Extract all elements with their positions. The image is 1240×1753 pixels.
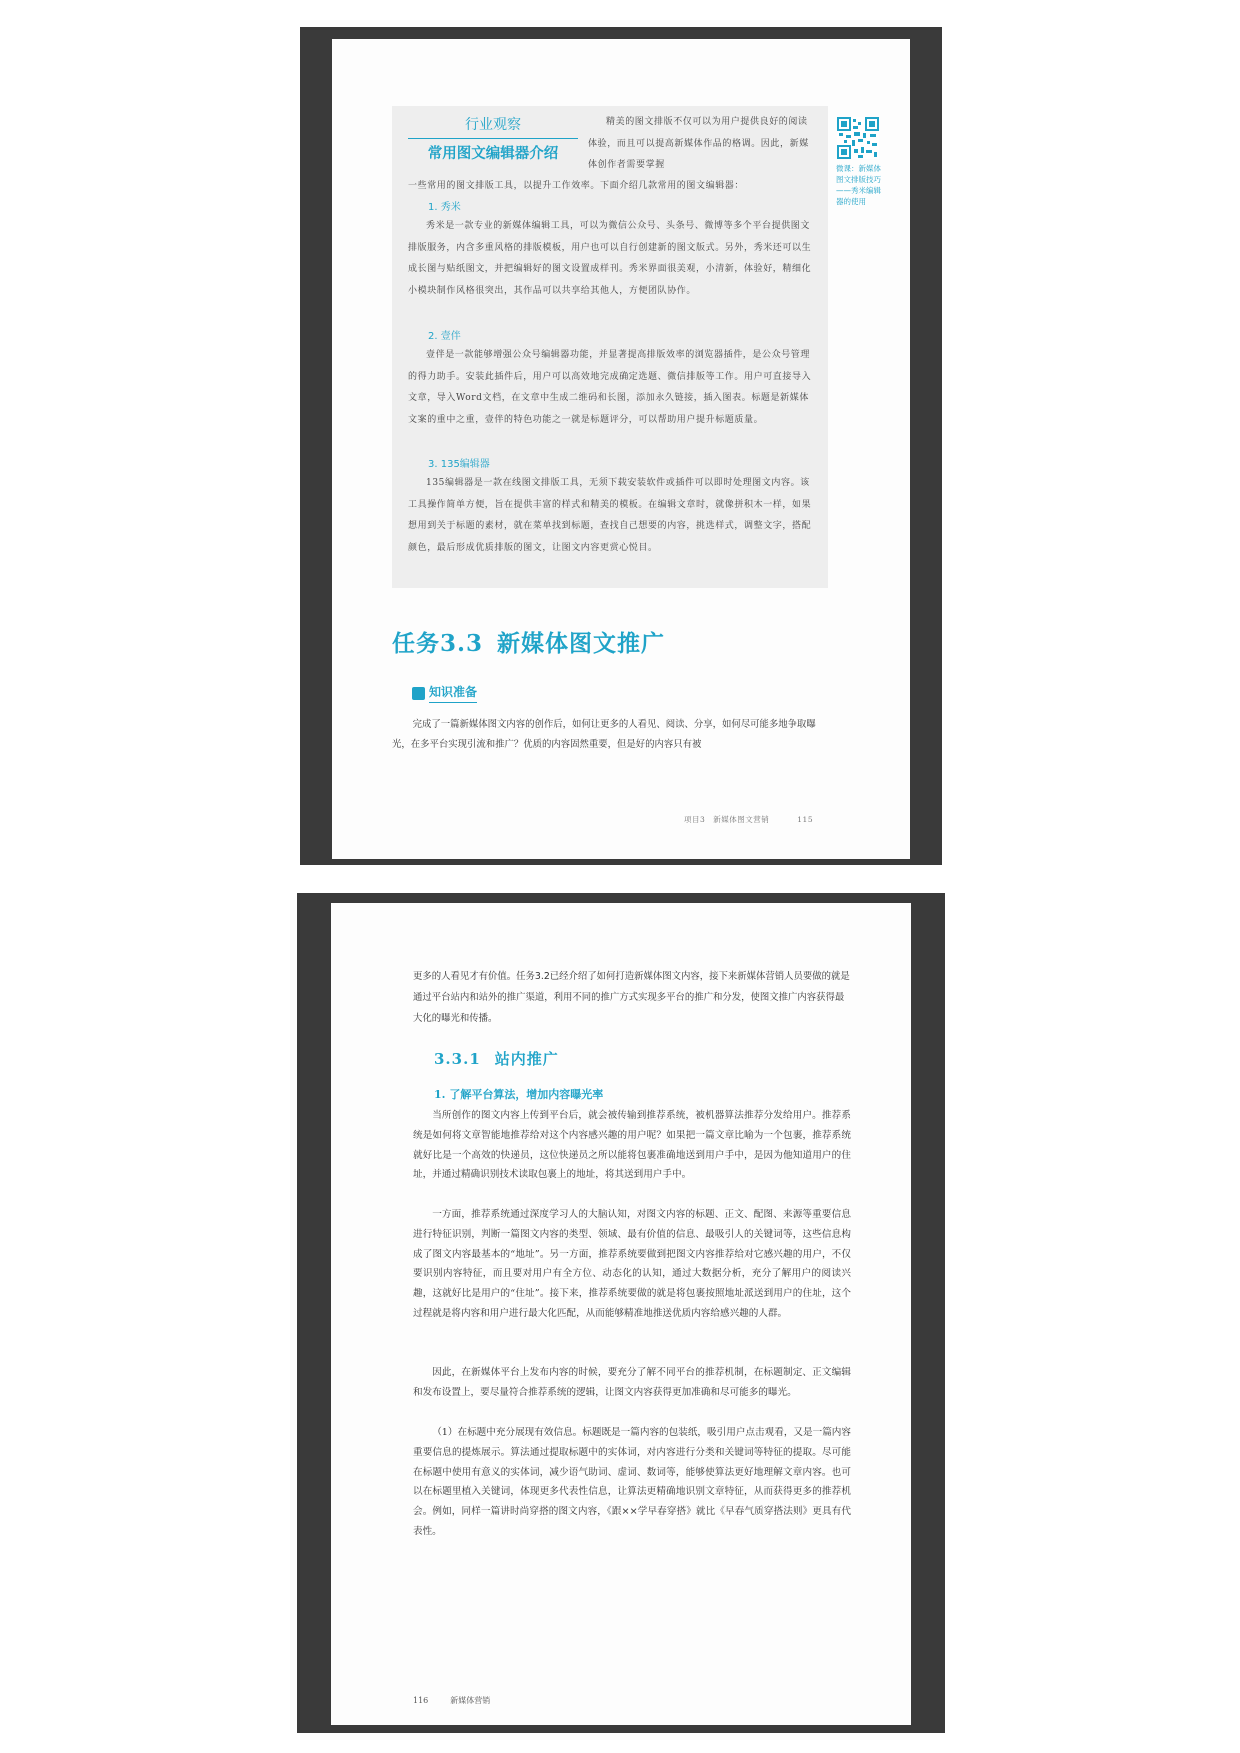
box-heading: 行业观察 <box>408 114 578 139</box>
knowledge-prep-text: 知识准备 <box>429 683 477 703</box>
section-number: 3.3.1 <box>434 1050 481 1068</box>
page1-footer-text: 项目3 新媒体图文营销 <box>684 815 770 824</box>
subheading-platform-algorithm: 1. 了解平台算法，增加内容曝光率 <box>434 1088 604 1101</box>
knowledge-prep-label <box>412 683 477 703</box>
box-paragraph-yiban: 壹伴是一款能够增强公众号编辑器功能，并显著提高排版效率的浏览器插件，是公众号管理的得力助手。安装此插件后，用户可以高效地完成确定选题、微信排版等工作。用户可直接导入文章，导入Word文档，在文章中生成二维码和长图，添加永久链接，插入图表。标题是新媒体文案的重中之重，壹伴的特色功能之一就是标题评分，可以帮助用户提升标题质量。 <box>408 350 812 425</box>
box-paragraph-135: 135编辑器是一款在线图文排版工具，无须下载安装软件或插件可以即时处理图文内容。该工具操作简单方便，旨在提供丰富的样式和精美的模板。在编辑文章时，就像拼积木一样，如果想用到关于标题的素材，就在菜单找到标题，查找自己想要的内容，挑选样式，调整文字，搭配颜色，最后形成优质排版的图文，让图文内容更赏心悦目。 <box>408 478 812 553</box>
page1-footer <box>684 814 813 825</box>
box-intro-bottom: 一些常用的图文排版工具，以提升工作效率。下面介绍几款常用的图文编辑器： <box>408 181 745 191</box>
page-number-116: 116 <box>413 1696 429 1705</box>
box-intro-right: 精美的图文排版不仅可以为用户提供良好的阅读体验，而且可以提高新媒体作品的格调。因此，新媒体创作者需要掌握 <box>588 117 809 170</box>
paragraph-title-info: （1）在标题中充分展现有效信息。标题既是一篇内容的包装纸，吸引用户点击观看，又是一篇内容重要信息的提炼展示。算法通过提取标题中的实体词，对内容进行分类和关键词等特征的提取。尽可能在标题中使用有意义的实体词，减少语气助词、虚词、数词等，能够使算法更好地理解文章内容。也可以在标题里植入关键词，体现更多代表性信息，让算法更精确地识别文章特征，从而获得更多的推荐机会。例如，同样一篇讲时尚穿搭的图文内容，《跟××学早春穿搭》就比《早春气质穿搭法则》更具有代表性。 <box>413 1427 851 1537</box>
micro-lesson-note: 微课：新媒体图文排版技巧——秀米编辑器的使用 <box>836 164 881 206</box>
box-subheading-xiumi: 1. 秀米 <box>428 202 461 213</box>
box-title: 常用图文编辑器介绍 <box>427 146 559 162</box>
section-title: 站内推广 <box>494 1050 559 1068</box>
page-number-115: 115 <box>797 815 814 824</box>
page-116 <box>331 903 911 1725</box>
page-115 <box>332 39 910 859</box>
task-number: 任务3.3 <box>392 630 484 657</box>
section-heading <box>434 1048 559 1069</box>
paragraph-recommendation-system: 当所创作的图文内容上传到平台后，就会被传输到推荐系统，被机器算法推荐分发给用户。推荐系统是如何将文章智能地推荐给对这个内容感兴趣的用户呢？如果把一篇文章比喻为一个包裹，推荐系统就好比是一个高效的快递员，这位快递员之所以能将包裹准确地送到用户手中，是因为他知道用户的住址，并通过精确识别技术读取包裹上的地址，将其送到用户手中。 <box>413 1110 851 1181</box>
page-scan-2 <box>297 893 945 1733</box>
page2-footer <box>413 1695 490 1706</box>
page2-intro-paragraph: 更多的人看见才有价值。任务3.2已经介绍了如何打造新媒体图文内容，接下来新媒体营销人员要做的就是通过平台站内和站外的推广渠道，利用不同的推广方式实现多平台的推广和分发，使图文推广内容获得最大化的曝光和传播。 <box>413 971 850 1024</box>
task-title <box>392 625 665 658</box>
box-subheading-135: 3. 135编辑器 <box>428 459 490 470</box>
box-paragraph-xiumi: 秀米是一款专业的新媒体编辑工具，可以为微信公众号、头条号、微博等多个平台提供图文排版服务，内含多重风格的排版模板，用户也可以自行创建新的图文版式。另外，秀米还可以生成长图与贴纸图文，并把编辑好的图文设置成样刊。秀米界面很美观，小清新，体验好，精细化小模块制作风格很突出，其作品可以共享给其他人，方便团队协作。 <box>408 221 812 296</box>
page-scan-1 <box>300 27 942 865</box>
book-icon <box>412 687 425 700</box>
page1-body-paragraph: 完成了一篇新媒体图文内容的创作后，如何让更多的人看见、阅读、分享，如何尽可能多地争取曝光，在多平台实现引流和推广？优质的内容固然重要，但是好的内容只有被 <box>392 719 816 750</box>
paragraph-one-hand: 一方面，推荐系统通过深度学习人的大脑认知，对图文内容的标题、正文、配图、来源等重要信息进行特征识别，判断一篇图文内容的类型、领域、最有价值的信息、最吸引人的关键词等，这些信息构成了图文内容最基本的“地址”。另一方面，推荐系统要做到把图文内容推荐给对它感兴趣的用户，不仅要识别内容特征，而且要对用户有全方位、动态化的认知，通过大数据分析，充分了解用户的阅读兴趣，这就好比是用户的“住址”。接下来，推荐系统要做的就是将包裹按照地址派送到用户的住址，这个过程就是将内容和用户进行最大化匹配，从而能够精准地推送优质内容给感兴趣的人群。 <box>413 1209 851 1319</box>
box-subheading-yiban: 2. 壹伴 <box>428 331 461 342</box>
qr-code-icon <box>837 117 879 159</box>
paragraph-therefore: 因此，在新媒体平台上发布内容的时候，要充分了解不同平台的推荐机制，在标题制定、正文编辑和发布设置上，要尽量符合推荐系统的逻辑，让图文内容获得更加准确和尽可能多的曝光。 <box>413 1367 851 1398</box>
task-title-text: 新媒体图文推广 <box>497 630 666 657</box>
industry-observation-box <box>392 106 828 588</box>
page2-footer-text: 新媒体营销 <box>450 1696 491 1705</box>
